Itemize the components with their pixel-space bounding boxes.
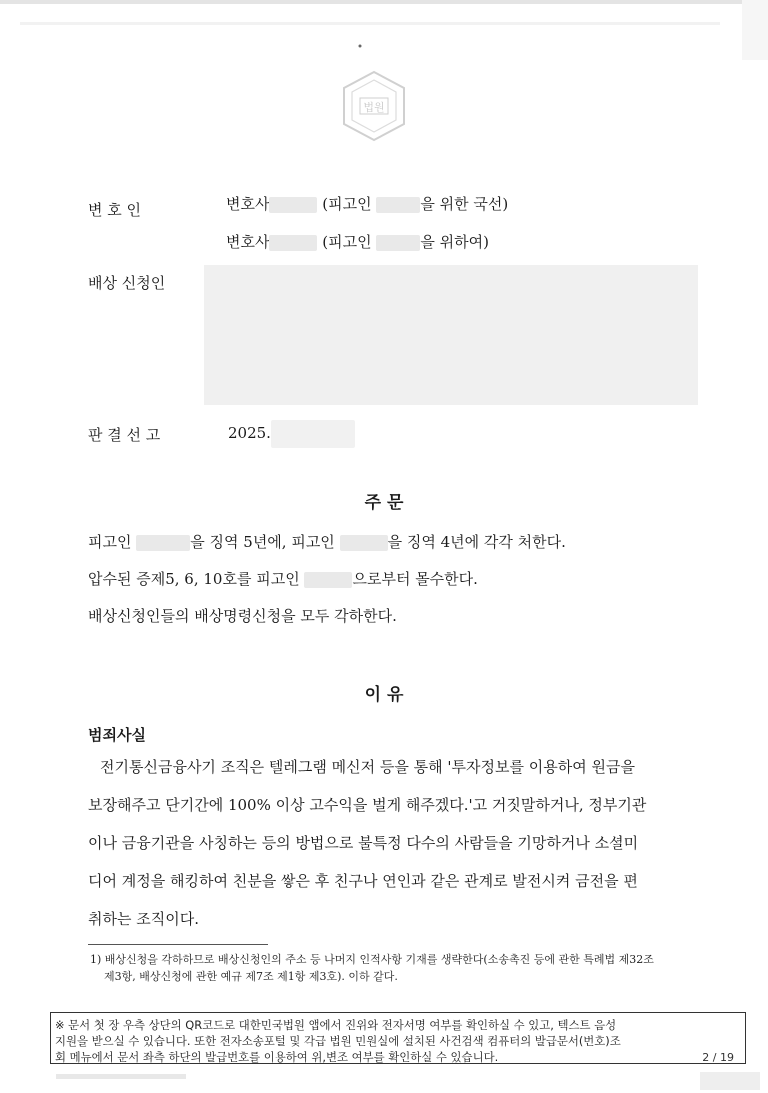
lawyer-line-2 bbox=[226, 231, 489, 252]
paragraph-line-1: 전기통신금융사기 조직은 텔레그램 메신저 등을 통해 '투자정보를 이용하여 원금을 bbox=[100, 758, 635, 776]
lawyer-line-1 bbox=[226, 193, 508, 214]
emblem-text: 법원 bbox=[363, 101, 385, 114]
redacted-date bbox=[271, 420, 355, 448]
lawyer-1-prefix: 변호사 bbox=[226, 195, 270, 213]
footnote-divider bbox=[88, 944, 268, 945]
lawyer-2-prefix: 변호사 bbox=[226, 233, 270, 251]
court-emblem-icon bbox=[334, 66, 414, 146]
notice-line-3: 회 메뉴에서 문서 좌측 하단의 발급번호를 이용하여 위,변조 여부를 확인하실 수 있습니다. bbox=[55, 1050, 499, 1064]
lawyer-2-mid: (피고인 bbox=[322, 233, 372, 251]
redacted-defendant-b bbox=[340, 535, 388, 551]
scan-edge-noise bbox=[0, 0, 768, 60]
order-line-1 bbox=[88, 531, 566, 552]
claimant-label: 배상 신청인 bbox=[88, 274, 166, 292]
order-line-2 bbox=[88, 568, 478, 589]
paragraph-line-3: 이나 금융기관을 사칭하는 등의 방법으로 불특정 다수의 사람들을 기망하거나 소셜미 bbox=[88, 834, 639, 852]
lawyer-2-suffix: 을 위하여) bbox=[420, 233, 489, 251]
sentence-date-label: 판 결 선 고 bbox=[88, 426, 161, 444]
notice-line-1: ※ 문서 첫 장 우측 상단의 QR코드로 대한민국법원 앱에서 진위와 전자서명 여부를 확인하실 수 있고, 텍스트 음성 bbox=[55, 1018, 617, 1032]
order-line-3: 배상신청인들의 배상명령신청을 모두 각하한다. bbox=[88, 607, 397, 625]
footnote-line-1: 1) 배상신청을 각하하므로 배상신청인의 주소 등 나머지 인적사항 기재를 생략한다(소송촉진 등에 관한 특례법 제32조 bbox=[90, 953, 654, 966]
page-number: 2 / 19 bbox=[702, 1051, 734, 1064]
notice-line-2: 지원을 받으실 수 있습니다. 또한 전자소송포털 및 각급 법원 민원실에 설치된 사건검색 컴퓨터의 발급문서(번호)조 bbox=[55, 1034, 621, 1048]
order-2-a: 압수된 증제5, 6, 10호를 피고인 bbox=[88, 570, 300, 588]
redacted-lawyer-2 bbox=[269, 235, 317, 251]
reason-title: 이 유 bbox=[364, 685, 404, 705]
lawyer-label: 변 호 인 bbox=[88, 201, 142, 219]
order-title: 주 문 bbox=[364, 493, 404, 513]
redacted-lawyer-1 bbox=[269, 197, 317, 213]
redacted-defendant-2 bbox=[376, 235, 420, 251]
paragraph-line-5: 취하는 조직이다. bbox=[88, 910, 199, 928]
footnote-line-2: 제3항, 배상신청에 관한 예규 제7조 제1항 제3호). 이하 같다. bbox=[104, 970, 398, 983]
lawyer-1-suffix: 을 위한 국선) bbox=[420, 195, 509, 213]
lawyer-1-mid: (피고인 bbox=[322, 195, 372, 213]
redacted-defendant-1 bbox=[376, 197, 420, 213]
crime-facts-heading: 범죄사실 bbox=[88, 726, 146, 744]
paragraph-line-4: 디어 계정을 해킹하여 친분을 쌓은 후 친구나 연인과 같은 관계로 발전시켜 금전을 편 bbox=[88, 872, 638, 890]
order-1-c: 을 징역 4년에 각각 처한다. bbox=[387, 533, 566, 551]
order-1-a: 피고인 bbox=[88, 533, 132, 551]
redacted-defendant-a bbox=[136, 535, 190, 551]
order-2-b: 으로부터 몰수한다. bbox=[352, 570, 478, 588]
order-1-b: 을 징역 5년에, 피고인 bbox=[190, 533, 335, 551]
redacted-claimant-block bbox=[204, 265, 698, 405]
redacted-defendant-c bbox=[304, 572, 352, 588]
issuance-strip bbox=[0, 1070, 768, 1093]
sentence-date bbox=[228, 420, 355, 448]
paragraph-line-2: 보장해주고 단기간에 100% 이상 고수익을 벌게 해주겠다.'고 거짓말하거나, 정부기관 bbox=[88, 796, 647, 814]
sentence-date-year: 2025. bbox=[228, 424, 271, 442]
